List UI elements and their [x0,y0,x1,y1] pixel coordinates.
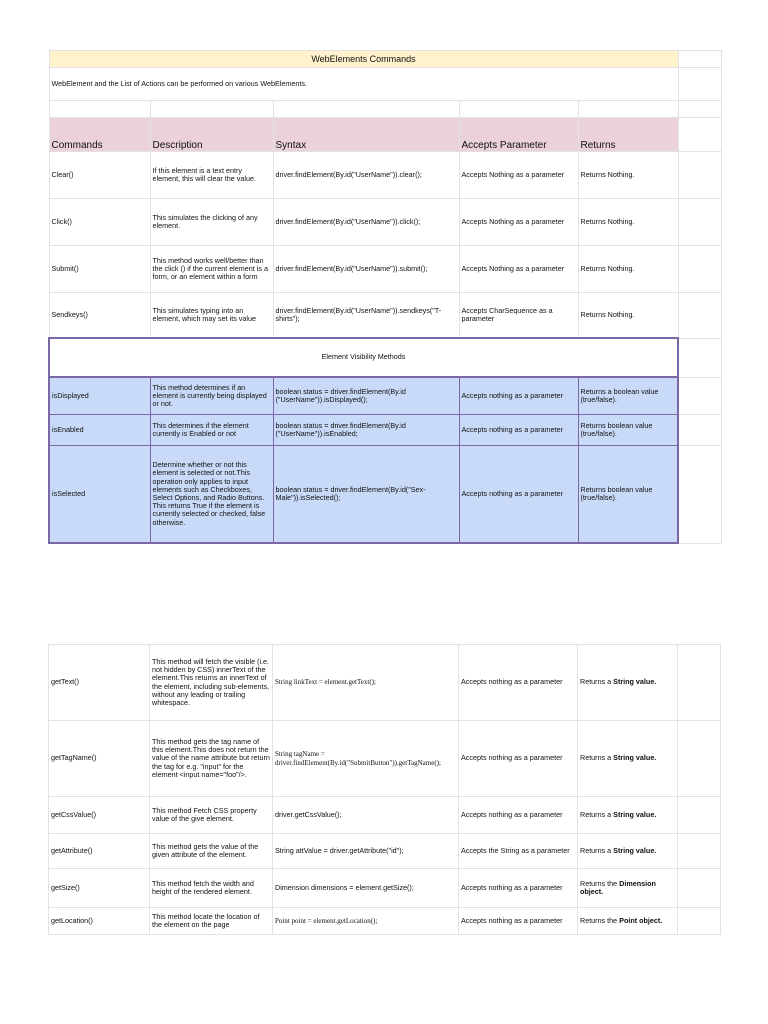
returns-prefix: Returns a [580,677,614,687]
empty-cell[interactable] [150,101,273,118]
returns-prefix: Returns the [580,878,620,888]
accepts-cell[interactable]: Accepts nothing as a parameter [459,721,578,797]
syntax-cell[interactable]: boolean status = driver.findElement(By.id("Sex-Male")).isSelected(); [273,446,459,544]
intro-row [49,68,721,101]
command-cell[interactable]: Sendkeys() [49,293,150,339]
returns-cell[interactable] [578,834,678,869]
accepts-cell[interactable]: Accepts nothing as a parameter [459,797,578,834]
accepts-cell[interactable]: Accepts Nothing as a parameter [459,152,578,199]
description-cell[interactable]: Determine whether or not this element is selected or not.This operation only applies to input elements such as Checkboxes, Select Options, and Radio Buttons. This returns True if the element is currently selected or checked, false otherwise. [150,446,273,544]
description-cell[interactable]: This simulates the clicking of any element. [150,199,273,246]
returns-cell[interactable]: Returns Nothing. [578,293,678,339]
empty-cell[interactable] [678,51,721,68]
description-cell[interactable]: This determines if the element currently is Enabled or not [150,415,273,446]
returns-bold: String value. [613,677,657,687]
returns-cell[interactable]: Returns Nothing. [578,199,678,246]
returns-bold: Dimension object. [580,878,656,896]
intro-text[interactable]: WebElement and the List of Actions can be performed on various WebElements. [49,68,678,101]
description-cell[interactable]: This method will fetch the visible (i.e. not hidden by CSS) innerText of the element.This returns an innerText of the element, including sub-elements, without any leading or trailing whitespace. [150,645,273,721]
description-cell[interactable]: This simulates typing into an element, which may set its value [150,293,273,339]
table-row [49,869,721,908]
description-cell[interactable]: This method fetch the width and height of the rendered element. [150,869,273,908]
empty-cell[interactable] [678,908,721,935]
returns-bold: String value. [613,809,657,819]
returns-prefix: Returns a [580,845,614,855]
sheet-title[interactable]: WebElements Commands [49,51,678,68]
visibility-title-row [49,338,721,377]
table-row [49,645,721,721]
returns-cell[interactable] [578,797,678,834]
empty-cell[interactable] [49,101,150,118]
header-row [49,118,721,152]
syntax-cell[interactable]: String attValue = driver.getAttribute("id"); [273,834,459,869]
returns-prefix: Returns a [580,809,614,819]
get-methods-table [48,644,721,935]
header-syntax[interactable]: Syntax [273,118,459,152]
accepts-cell[interactable]: Accepts nothing as a parameter [459,377,578,415]
accepts-cell[interactable]: Accepts CharSequence as a parameter [459,293,578,339]
returns-bold: Point object. [619,915,663,925]
command-cell[interactable]: isSelected [49,446,150,544]
commands-table [48,50,722,544]
accepts-cell[interactable]: Accepts nothing as a parameter [459,645,578,721]
empty-cell[interactable] [678,721,721,797]
header-returns[interactable]: Returns [578,118,678,152]
table-row [49,415,721,446]
accepts-cell[interactable]: Accepts nothing as a parameter [459,869,578,908]
description-cell[interactable]: This method gets the value of the given attribute of the element. [150,834,273,869]
syntax-cell[interactable]: Dimension dimensions = element.getSize(); [273,869,459,908]
empty-cell[interactable] [678,246,721,293]
header-commands[interactable]: Commands [49,118,150,152]
table-row [49,834,721,869]
table-row [49,446,721,544]
accepts-cell[interactable]: Accepts Nothing as a parameter [459,246,578,293]
accepts-cell[interactable]: Accepts nothing as a parameter [459,446,578,544]
empty-cell[interactable] [678,834,721,869]
empty-cell[interactable] [578,101,678,118]
returns-cell[interactable] [578,908,678,935]
syntax-cell[interactable]: driver.findElement(By.id("UserName")).sendkeys("T-shirts"); [273,293,459,339]
syntax-cell[interactable]: driver.findElement(By.id("UserName")).clear(); [273,152,459,199]
description-cell[interactable]: This method works well/better than the click () if the current element is a form, or an element within a form [150,246,273,293]
syntax-cell[interactable]: driver.getCssValue(); [273,797,459,834]
command-cell[interactable]: Submit() [49,246,150,293]
returns-cell[interactable] [578,869,678,908]
accepts-cell[interactable]: Accepts nothing as a parameter [459,415,578,446]
returns-bold: String value. [613,753,657,763]
visibility-title[interactable]: Element Visibility Methods [49,338,678,377]
empty-cell[interactable] [678,199,721,246]
table-row [49,797,721,834]
syntax-cell[interactable]: boolean status = driver.findElement(By.id ("UserName")).isEnabled; [273,415,459,446]
accepts-cell[interactable]: Accepts nothing as a parameter [459,908,578,935]
command-cell[interactable]: getText() [49,645,150,721]
description-cell[interactable]: If this element is a text entry element, this will clear the value. [150,152,273,199]
empty-cell[interactable] [678,101,721,118]
command-cell[interactable]: getLocation() [49,908,150,935]
empty-cell[interactable] [678,293,721,339]
command-cell[interactable]: getSize() [49,869,150,908]
command-cell[interactable]: Clear() [49,152,150,199]
returns-bold: String value. [613,845,657,855]
syntax-cell[interactable]: driver.findElement(By.id("UserName")).submit(); [273,246,459,293]
empty-cell[interactable] [459,101,578,118]
table-row [49,377,721,415]
get-methods-sheet [48,644,720,935]
title-row [49,51,721,68]
syntax-cell[interactable]: driver.findElement(By.id("UserName")).click(); [273,199,459,246]
returns-cell[interactable]: Returns boolean value (true/false). [578,446,678,544]
header-accepts[interactable]: Accepts Parameter [459,118,578,152]
commands-sheet [48,50,720,544]
empty-cell[interactable] [678,446,721,544]
empty-cell[interactable] [678,68,721,101]
command-cell[interactable]: isDisplayed [49,377,150,415]
returns-cell[interactable] [578,645,678,721]
table-row [49,199,721,246]
table-row [49,246,721,293]
empty-cell[interactable] [678,118,721,152]
returns-cell[interactable]: Returns Nothing. [578,246,678,293]
returns-prefix: Returns a [580,753,614,763]
empty-cell[interactable] [678,645,721,721]
empty-cell[interactable] [678,869,721,908]
accepts-cell[interactable]: Accepts Nothing as a parameter [459,199,578,246]
header-description[interactable]: Description [150,118,273,152]
table-row [49,908,721,935]
command-cell[interactable]: Click() [49,199,150,246]
syntax-cell[interactable]: String linkText = element.getText(); [273,645,459,721]
description-cell[interactable]: This method Fetch CSS property value of the give element. [150,797,273,834]
syntax-cell[interactable]: boolean status = driver.findElement(By.id ("UserName")).isDisplayed(); [273,377,459,415]
description-cell[interactable]: This method determines if an element is currently being displayed or not. [150,377,273,415]
empty-cell[interactable] [273,101,459,118]
blank-row [49,101,721,118]
table-row [49,152,721,199]
empty-cell[interactable] [678,797,721,834]
empty-cell[interactable] [678,338,721,377]
table-row [49,721,721,797]
command-cell[interactable]: getCssValue() [49,797,150,834]
description-cell[interactable]: This method gets the tag name of this element.This does not return the value of the name attribute but return the tag for e.g. "input" for the element <input name="foo"/>. [150,721,273,797]
empty-cell[interactable] [678,415,721,446]
returns-cell[interactable] [578,721,678,797]
returns-cell[interactable]: Returns boolean value (true/false). [578,415,678,446]
returns-prefix: Returns the [580,915,620,925]
returns-cell[interactable]: Returns a boolean value (true/false). [578,377,678,415]
command-cell[interactable]: isEnabled [49,415,150,446]
accepts-cell[interactable]: Accepts the String as a parameter [459,834,578,869]
syntax-cell[interactable]: Point point = element.getLocation(); [273,908,459,935]
command-cell[interactable]: getAttribute() [49,834,150,869]
empty-cell[interactable] [678,377,721,415]
table-row [49,293,721,339]
returns-cell[interactable]: Returns Nothing. [578,152,678,199]
description-cell[interactable]: This method locate the location of the element on the page [150,908,273,935]
empty-cell[interactable] [678,152,721,199]
command-cell[interactable]: getTagName() [49,721,150,797]
syntax-cell[interactable]: String tagName = driver.findElement(By.id("SubmitButton")).getTagName(); [273,721,459,797]
